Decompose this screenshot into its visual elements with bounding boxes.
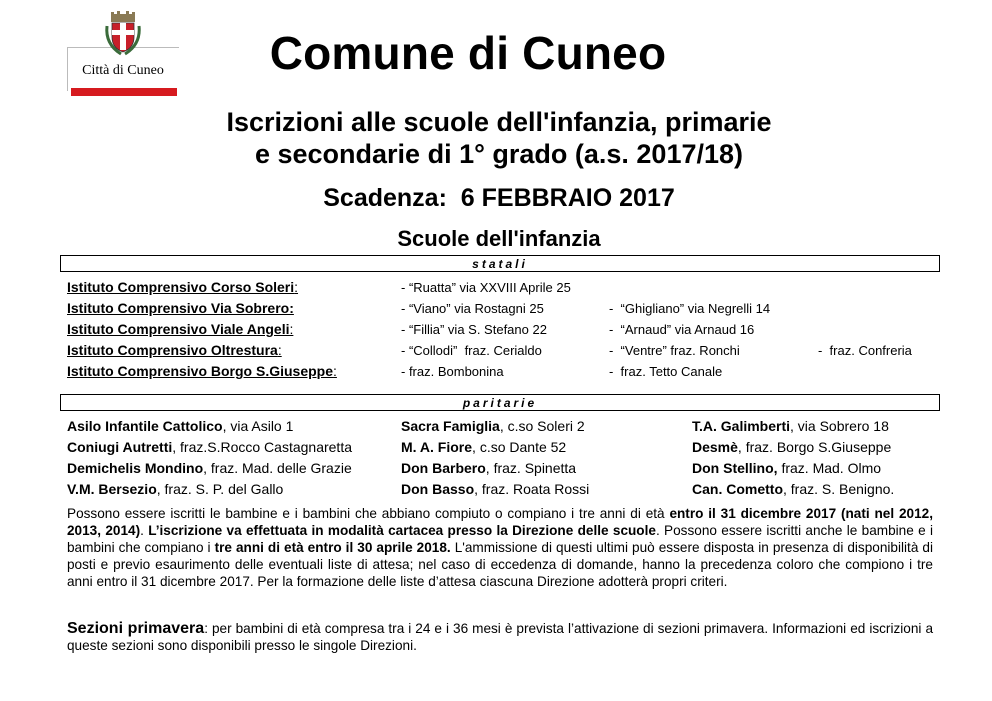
statali-school-location: - “Fillia” via S. Stefano 22 xyxy=(401,322,547,337)
bold-span: L’iscrizione va effettuata in modalità cartacea presso la Direzione delle scuole xyxy=(148,523,656,538)
school-name: T.A. Galimberti xyxy=(692,418,791,434)
paritaria-school xyxy=(692,460,881,476)
institute-separator: : xyxy=(333,363,337,379)
paritaria-school xyxy=(67,439,352,455)
institute-separator: : xyxy=(294,279,299,295)
statali-school-location: - “Arnaud” via Arnaud 16 xyxy=(609,322,755,337)
statali-institute-name xyxy=(67,321,293,337)
school-name: Sacra Famiglia xyxy=(401,418,500,434)
paritaria-school xyxy=(67,460,352,476)
subtitle-line-2: e secondarie di 1° grado (a.s. 2017/18) xyxy=(254,139,744,169)
text-span: Possono essere iscritti le bambine e i bambini che abbiano compiuto o compiano i tre anni di età xyxy=(67,506,670,521)
school-name: Don Barbero xyxy=(401,460,486,476)
paritaria-school xyxy=(692,439,891,455)
institute-label: Istituto Comprensivo Borgo S.Giuseppe xyxy=(67,363,334,379)
school-name: Don Stellino, xyxy=(692,460,778,476)
school-address: , via Sobrero 18 xyxy=(790,418,889,434)
statali-school-location: - fraz. Confreria xyxy=(818,343,912,358)
paritaria-school xyxy=(401,439,566,455)
school-name: Asilo Infantile Cattolico xyxy=(67,418,223,434)
school-address: , fraz.S.Rocco Castagnaretta xyxy=(172,439,353,455)
statali-institute-name xyxy=(67,342,282,358)
institute-separator: : xyxy=(289,321,294,337)
school-address: , c.so Soleri 2 xyxy=(499,418,585,434)
text-span: . Possono essere iscritti anche le bambine e i bambini che compiano i xyxy=(67,523,933,555)
school-address: fraz. Mad. Olmo xyxy=(777,460,882,476)
institute-label: Istituto Comprensivo Corso Soleri xyxy=(67,279,295,295)
school-name: V.M. Bersezio xyxy=(67,481,157,497)
institute-label: Istituto Comprensivo Oltrestura xyxy=(67,342,278,358)
lead-span: Sezioni primavera xyxy=(67,620,205,637)
statali-school-location: - “Collodi” fraz. Cerialdo xyxy=(401,343,542,358)
statali-school-location: - “Ghigliano” via Negrelli 14 xyxy=(609,301,771,316)
page-title: Comune di Cuneo xyxy=(269,27,667,79)
school-name: M. A. Fiore xyxy=(401,439,473,455)
school-name: Coniugi Autretti xyxy=(67,439,173,455)
school-name: Desmè xyxy=(692,439,738,455)
statali-institute-name xyxy=(67,279,298,295)
logo-red-bar xyxy=(71,88,177,96)
statali-school-location: - “Ventre” fraz. Ronchi xyxy=(609,343,740,358)
institute-label: Istituto Comprensivo Via Sobrero: xyxy=(67,300,294,316)
school-name: Don Basso xyxy=(401,481,475,497)
statali-school-location: - fraz. Bombonina xyxy=(401,364,504,379)
school-address: , fraz. S. Benigno. xyxy=(783,481,895,497)
section-title: Scuole dell'infanzia xyxy=(397,226,601,251)
bold-span: entro il 31 dicembre 2017 (nati nel 2012, 2013, 2014) xyxy=(67,506,933,538)
text-span: : per bambini di età compresa tra i 24 e i 36 mesi è prevista l’attivazione di sezioni primavera. Informazioni ed iscrizioni a queste sezioni sono disponibili presso le singole Direzioni. xyxy=(67,621,934,653)
school-address: , fraz. Spinetta xyxy=(485,460,577,476)
school-name: Can. Cometto xyxy=(692,481,783,497)
statali-institute-name xyxy=(67,363,337,379)
statali-band: statali xyxy=(60,255,940,272)
school-name: Demichelis Mondino xyxy=(67,460,204,476)
text-span: . xyxy=(140,523,149,538)
institute-separator: : xyxy=(277,342,282,358)
paritarie-band: paritarie xyxy=(60,394,940,411)
text-span: L'ammissione di questi ultimi può essere disposta in presenza di disponibilità di posti e previo esaurimento delle eventuali liste di attesa; nel caso di eccedenza di domande, hanno la precedenza coloro che compiono i tre anni entro il 31 dicembre 2017. Per la formazione delle liste d’attesa ciascuna Direzione adotterà propri criteri. xyxy=(67,540,933,589)
sezioni-primavera-paragraph xyxy=(67,620,933,654)
deadline: Scadenza: 6 FEBBRAIO 2017 xyxy=(323,184,675,212)
paritaria-school xyxy=(401,481,589,497)
school-address: , fraz. Mad. delle Grazie xyxy=(203,460,352,476)
paritaria-school xyxy=(67,418,293,434)
subtitle-line-1: Iscrizioni alle scuole dell'infanzia, primarie xyxy=(226,107,772,137)
enrollment-info-paragraph xyxy=(67,505,933,590)
statali-school-location: - “Ruatta” via XXVIII Aprile 25 xyxy=(401,280,571,295)
paritaria-school xyxy=(692,418,889,434)
school-address: , fraz. Roata Rossi xyxy=(474,481,590,497)
statali-school-location: - “Viano” via Rostagni 25 xyxy=(401,301,544,316)
paritaria-school xyxy=(401,460,576,476)
bold-span: tre anni di età entro il 30 aprile 2018. xyxy=(214,540,451,555)
paritaria-school xyxy=(401,418,585,434)
paritaria-school xyxy=(692,481,894,497)
subtitle xyxy=(0,106,992,170)
institute-label: Istituto Comprensivo Viale Angeli xyxy=(67,321,290,337)
school-address: , fraz. Borgo S.Giuseppe xyxy=(737,439,892,455)
school-address: , c.so Dante 52 xyxy=(472,439,567,455)
school-address: , fraz. S. P. del Gallo xyxy=(156,481,284,497)
statali-school-location: - fraz. Tetto Canale xyxy=(609,364,723,379)
school-address: , via Asilo 1 xyxy=(222,418,294,434)
paritaria-school xyxy=(67,481,283,497)
statali-institute-name xyxy=(67,300,294,316)
logo-text: Città di Cuneo xyxy=(82,63,164,78)
